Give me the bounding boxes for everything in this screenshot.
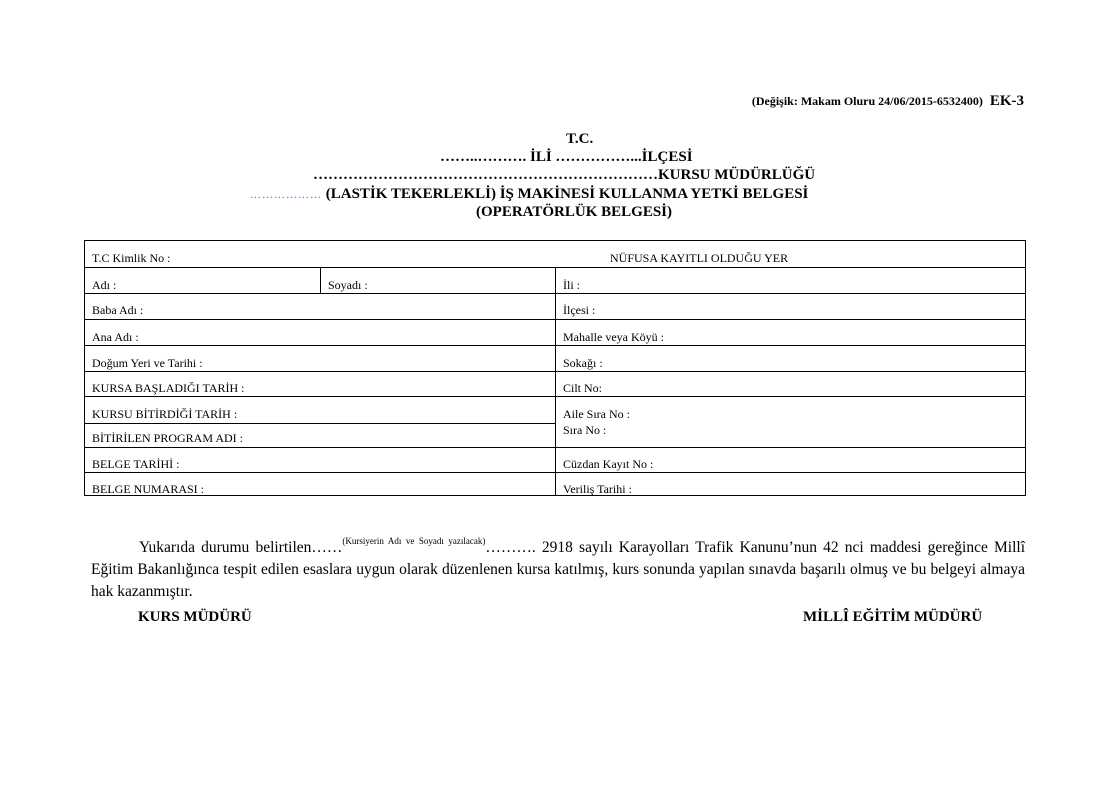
column-divider: [555, 294, 556, 319]
body-text-start: Yukarıda durumu belirtilen……: [139, 539, 343, 556]
annex-label: EK-3: [989, 93, 1024, 109]
column-divider: [555, 397, 556, 447]
nufus-header: NÜFUSA KAYITLI OLDUĞU YER: [610, 251, 789, 265]
soyadi-label: Soyadı :: [328, 278, 368, 292]
column-divider: [555, 473, 556, 495]
form-row-baba: [85, 293, 1025, 319]
change-reference: [752, 93, 1024, 110]
form-row-tc: [85, 241, 1025, 267]
form-row-belge-tarihi: [85, 447, 1025, 472]
inner-row-divider: [85, 423, 555, 424]
aile-sira-label: Aile Sıra No :: [563, 407, 630, 421]
title-text: (LASTİK TEKERLEKLİ) İŞ MAKİNESİ KULLANMA YETKİ BELGESİ: [325, 186, 809, 202]
ilcesi-label: İlçesi :: [563, 303, 596, 317]
column-divider: [555, 320, 556, 345]
column-divider: [555, 346, 556, 371]
dogum-label: Doğum Yeri ve Tarihi :: [92, 356, 203, 370]
header-directorate-line: ……………………………………………………………KURSU MÜDÜRLÜĞÜ: [313, 167, 816, 183]
column-divider: [555, 268, 556, 293]
column-divider: [555, 448, 556, 472]
tc-kimlik-label: T.C Kimlik No :: [92, 251, 171, 265]
certificate-body-text: [91, 530, 1025, 603]
certificate-form-table: [84, 240, 1026, 496]
form-row-ana: [85, 319, 1025, 345]
kursa-baslama-label: KURSA BAŞLADIĞI TARİH :: [92, 381, 245, 395]
document-subtitle: (OPERATÖRLÜK BELGESİ): [476, 204, 673, 220]
ana-adi-label: Ana Adı :: [92, 330, 139, 344]
form-row-kursa-baslama: [85, 371, 1025, 396]
ili-label: İli :: [563, 278, 580, 292]
mahalle-label: Mahalle veya Köyü :: [563, 330, 664, 344]
signature-kurs-muduru: KURS MÜDÜRÜ: [138, 609, 252, 625]
change-note: (Değişik: Makam Oluru 24/06/2015-6532400): [751, 94, 983, 108]
program-label: BİTİRİLEN PROGRAM ADI :: [92, 431, 244, 445]
form-row-kursu-bitirme: [85, 396, 1025, 447]
header-province-line: ……..………. İLİ ……………...İLÇESİ: [440, 149, 693, 165]
kursu-bitirme-label: KURSU BİTİRDİĞİ TARİH :: [92, 407, 238, 421]
body-text-rest: ………. 2918 sayılı Karayolları Trafik Kanunu’nun 42 nci maddesi gereğince Millî Eğitim Bakanlığınca tespit edilen esaslara uygun olarak düzenlenen kursa katılmış, kurs sonunda yapılan sınavda başarılı olmuş ve bu belgeyi almaya hak kazanmıştır.: [91, 539, 1025, 600]
cuzdan-label: Cüzdan Kayıt No :: [563, 457, 654, 471]
belge-no-label: BELGE NUMARASI :: [92, 482, 205, 496]
document-title: [250, 185, 808, 204]
name-placeholder: (Kursiyerin Adı ve Soyadı yazılacak): [342, 536, 486, 546]
baba-adi-label: Baba Adı :: [92, 303, 144, 317]
cilt-no-label: Cilt No:: [563, 381, 603, 395]
column-divider: [320, 268, 321, 293]
sira-no-label: Sıra No :: [563, 423, 607, 437]
verilis-label: Veriliş Tarihi :: [563, 482, 632, 496]
form-row-belge-no: [85, 472, 1025, 495]
form-row-dogum: [85, 345, 1025, 371]
form-row-adi: [85, 267, 1025, 293]
title-dots: ………………: [250, 189, 322, 201]
header-tc: T.C.: [566, 131, 594, 147]
belge-tarihi-label: BELGE TARİHİ :: [92, 457, 180, 471]
adi-label: Adı :: [92, 278, 117, 292]
column-divider: [555, 372, 556, 396]
sokagi-label: Sokağı :: [563, 356, 603, 370]
signature-milli-egitim-muduru: MİLLÎ EĞİTİM MÜDÜRÜ: [803, 609, 983, 625]
